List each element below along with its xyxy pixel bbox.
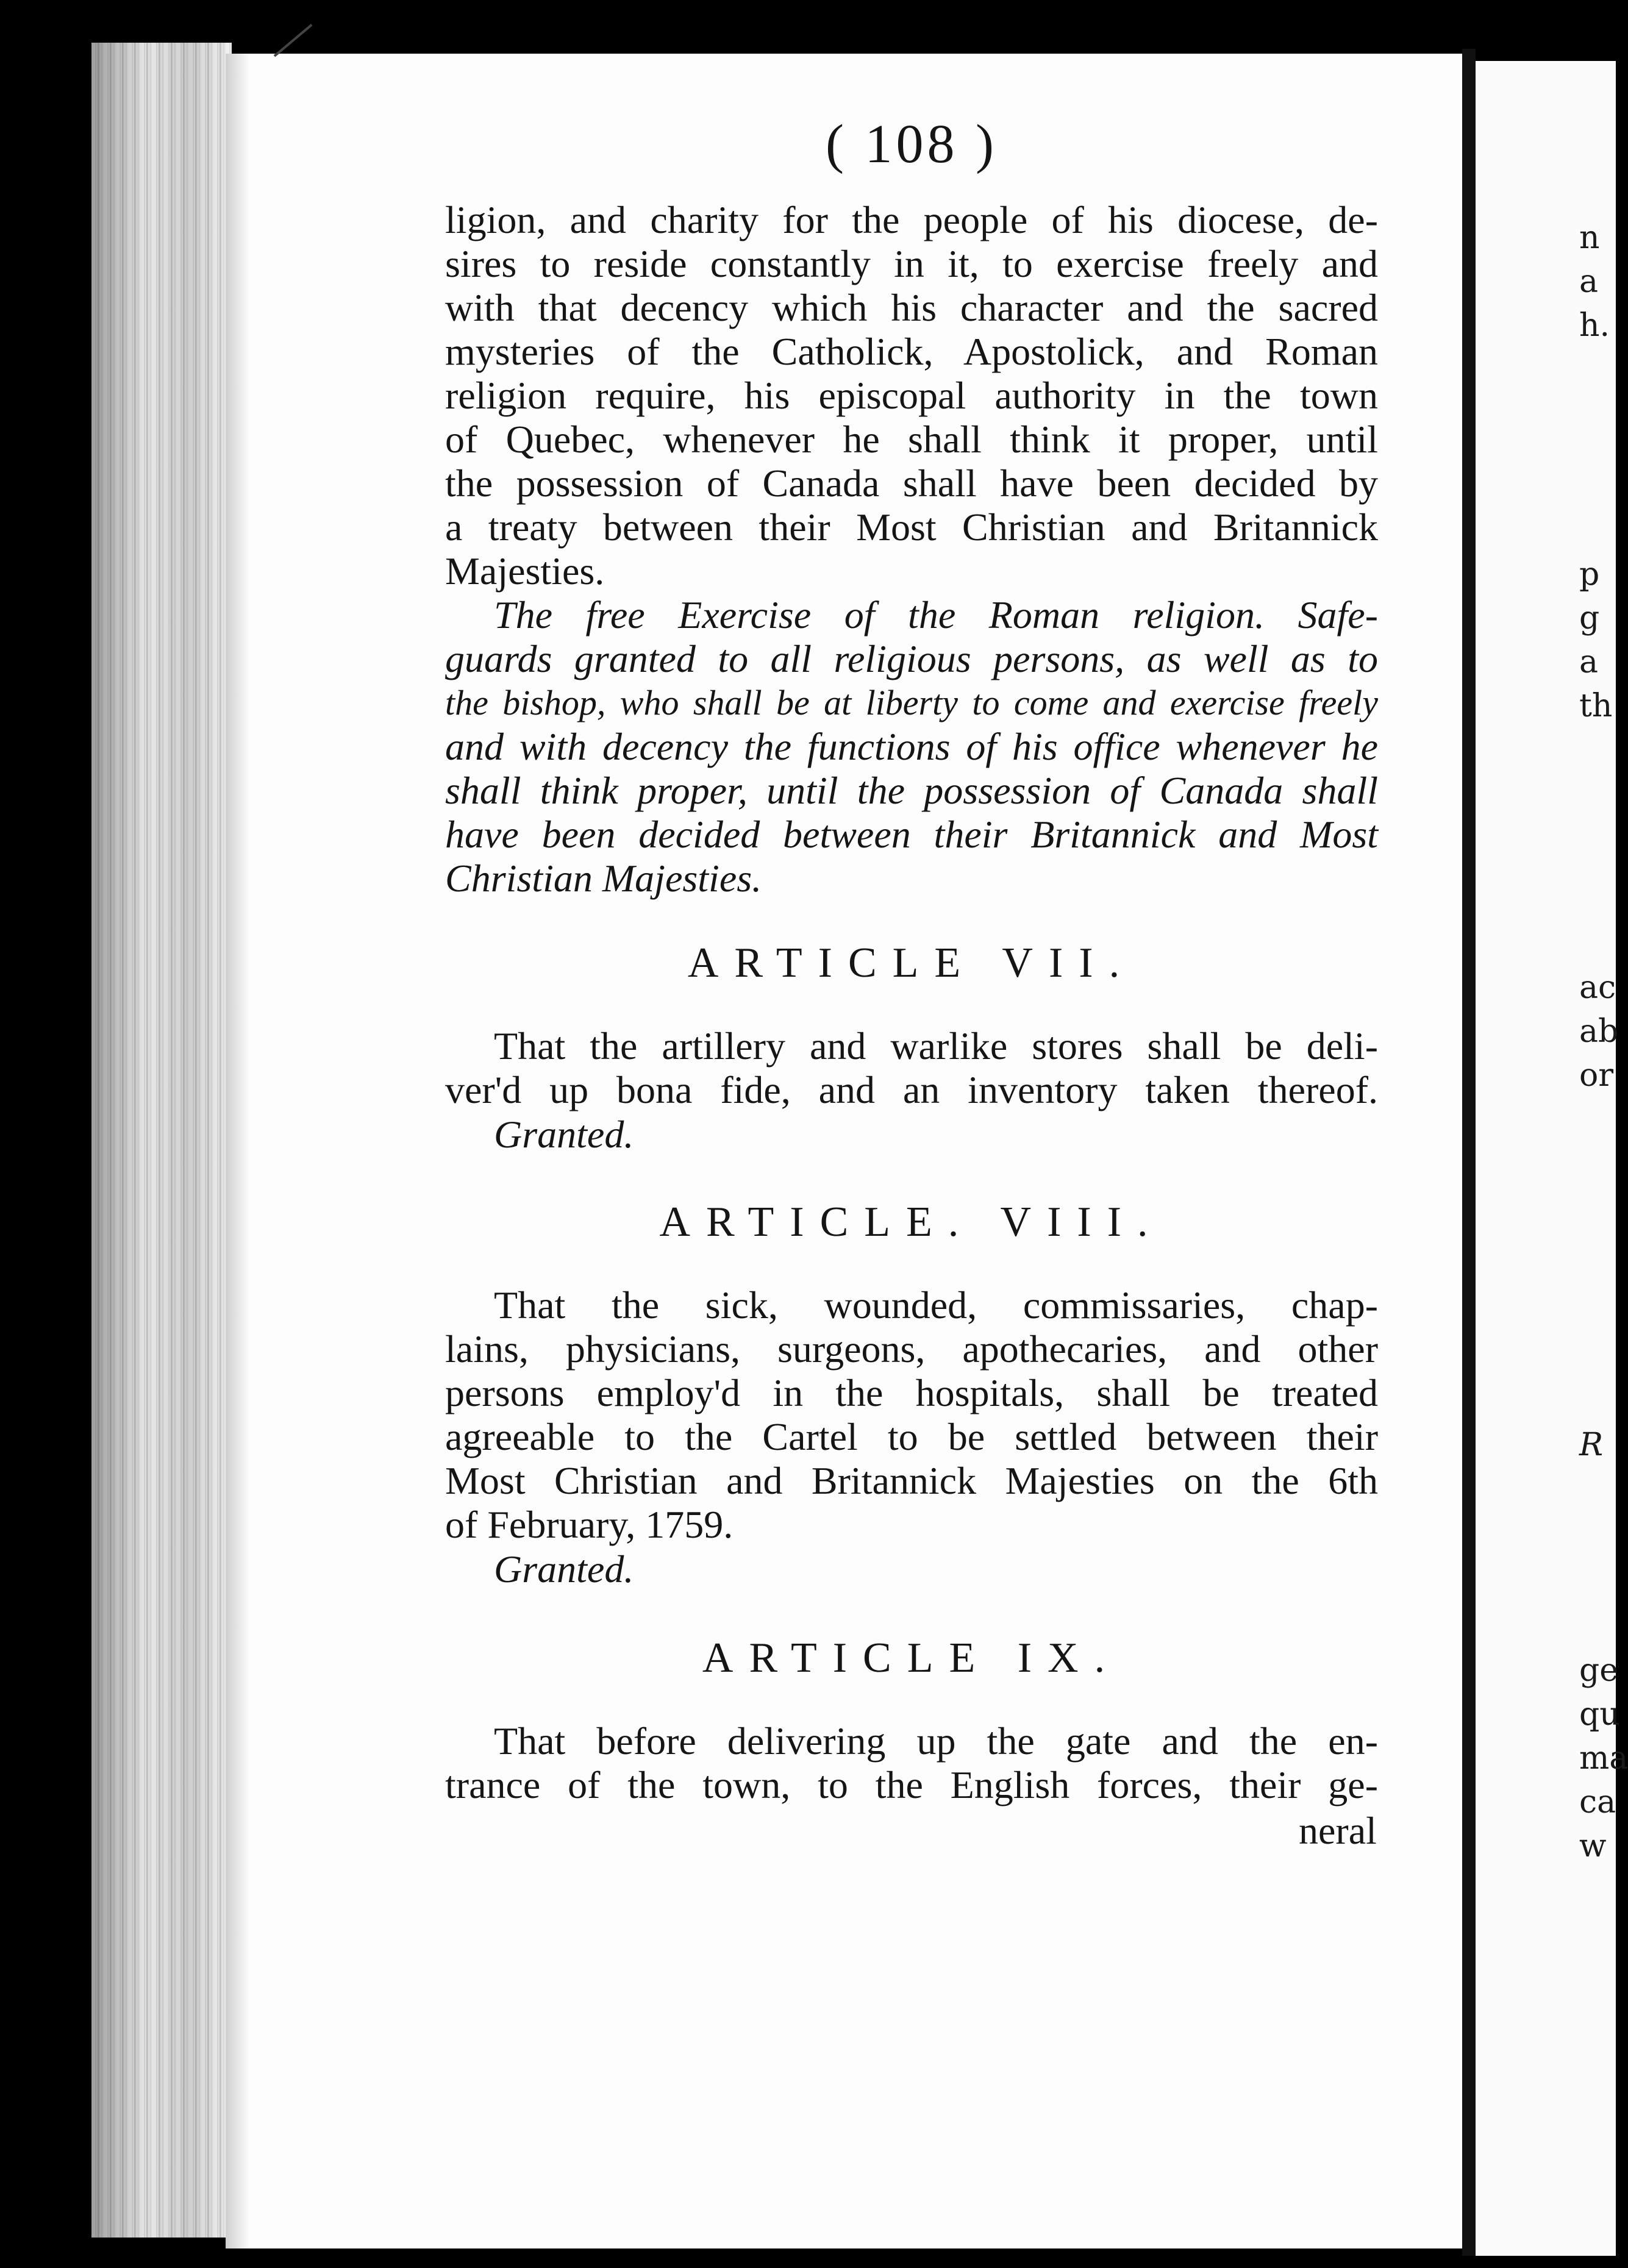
- text-line: sires to reside constantly in it, to exercise freely and: [445, 242, 1378, 285]
- text-line: agreeable to the Cartel to be settled between their: [445, 1415, 1378, 1458]
- text-line: Majesties.: [445, 549, 605, 593]
- next-page-fragment: h.: [1579, 307, 1610, 344]
- next-page-fragment: a: [1579, 263, 1599, 300]
- next-page-fragment: qu: [1579, 1696, 1620, 1733]
- text-line: lains, physicians, surgeons, apothecaries, and other: [445, 1327, 1378, 1371]
- answer-line: have been decided between their Britannick and Most: [445, 813, 1378, 856]
- answer-line: shall think proper, until the possession of Canada shall: [445, 769, 1378, 812]
- next-page-fragment: w: [1579, 1828, 1607, 1864]
- text-line: persons employ'd in the hospitals, shall be treated: [445, 1371, 1378, 1414]
- next-page-fragment: ca: [1579, 1784, 1616, 1820]
- next-page-fragment: th: [1579, 688, 1613, 724]
- book-fold: [1462, 49, 1476, 2256]
- text-line: the possession of Canada shall have been decided by: [445, 462, 1378, 505]
- next-page-fragment: ge: [1579, 1652, 1619, 1689]
- text-line: of Quebec, whenever he shall think it proper, until: [445, 418, 1378, 461]
- catchword: neral: [1299, 1809, 1377, 1852]
- answer-line: guards granted to all religious persons, as well as to: [445, 637, 1378, 680]
- article-heading: ARTICLE. VIII.: [659, 1199, 1164, 1246]
- answer-line: The free Exercise of the Roman religion. Safe-: [494, 593, 1378, 637]
- answer-line: and with decency the functions of his office whenever he: [445, 725, 1378, 768]
- text-line: trance of the town, to the English forces, their ge-: [445, 1763, 1378, 1806]
- text-line: Most Christian and Britannick Majesties on the 6th: [445, 1459, 1378, 1502]
- text-line: religion require, his episcopal authority in the town: [445, 374, 1378, 417]
- text-line: with that decency which his character and the sacred: [445, 286, 1378, 329]
- text-line: ver'd up bona fide, and an inventory taken thereof.: [445, 1068, 1378, 1111]
- next-page-fragment: ma: [1579, 1740, 1628, 1777]
- next-page-sliver: [1476, 61, 1628, 2256]
- next-page-fragment: p: [1579, 556, 1600, 593]
- scan-scratch-mark: [274, 24, 313, 57]
- next-page-fragment: R: [1579, 1427, 1604, 1463]
- next-page-fragment: ab: [1579, 1013, 1619, 1050]
- answer-granted: Granted.: [494, 1113, 634, 1156]
- text-line: That the artillery and warlike stores shall be deli-: [494, 1024, 1378, 1068]
- next-page-fragment: ac: [1579, 969, 1616, 1006]
- next-page-fragment: or: [1579, 1057, 1614, 1094]
- text-line: a treaty between their Most Christian and Britannick: [445, 505, 1378, 549]
- article-heading: ARTICLE IX.: [702, 1635, 1121, 1681]
- answer-granted: Granted.: [494, 1547, 634, 1591]
- next-page-fragment: a: [1579, 644, 1599, 680]
- next-page-fragment: n: [1579, 219, 1600, 256]
- page-number: ( 108 ): [826, 114, 998, 174]
- text-line: That before delivering up the gate and the en-: [494, 1719, 1378, 1763]
- answer-line: the bishop, who shall be at liberty to come and exercise freely: [445, 683, 1378, 722]
- article-heading: ARTICLE VII.: [687, 940, 1136, 986]
- text-line: of February, 1759.: [445, 1503, 734, 1546]
- text-line: ligion, and charity for the people of his diocese, de-: [445, 198, 1378, 241]
- book-edge-shadow: [91, 43, 232, 2238]
- text-line: mysteries of the Catholick, Apostolick, and Roman: [445, 330, 1378, 373]
- text-line: That the sick, wounded, commissaries, chap-: [494, 1283, 1378, 1327]
- next-page-fragment: g: [1579, 600, 1600, 637]
- answer-line: Christian Majesties.: [445, 857, 762, 900]
- page-gutter-shadow: [226, 54, 250, 2248]
